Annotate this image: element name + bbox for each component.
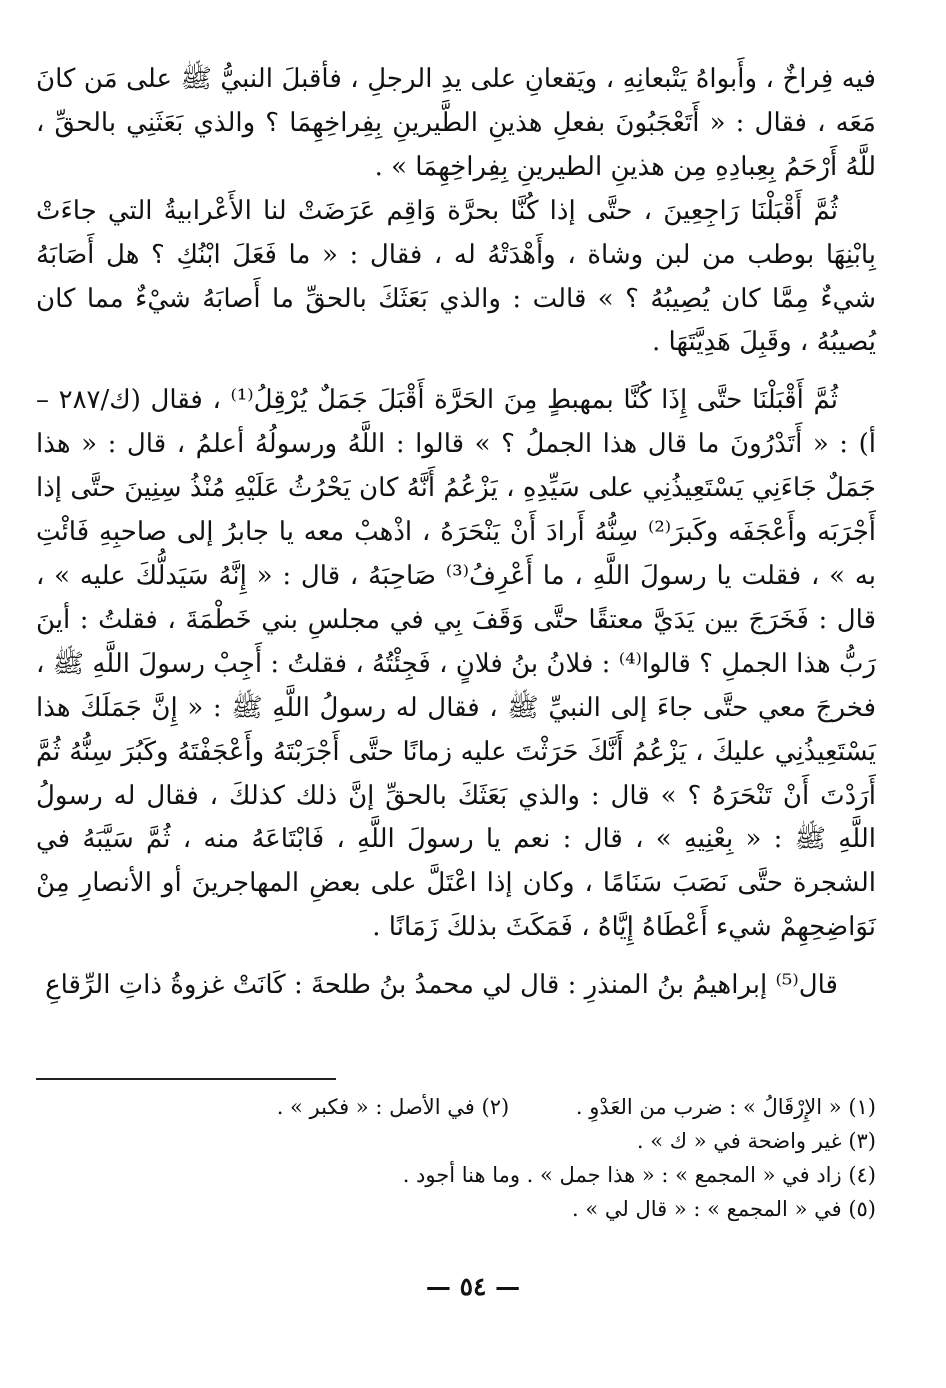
- footnote-separator: [36, 1078, 336, 1080]
- paragraph-2: ثُمَّ أَقْبَلْنَا رَاجِعِينَ ، حتَّى إذا كُنَّا بحرَّة وَاقِم عَرَضَتْ لنا الأَعْرابيةُ التي جاءَتْ بِابْنِهَا بوطب من لبن وشاة ، وأَهْدَتْهُ له ، فقال : « ما فَعَلَ ابْنُكِ ؟ هل أَصَابَهُ شيءٌ مِمَّا كان يُصِيبُهُ ؟ » قالت : والذي بَعَثَكَ بالحقِّ ما أَصابَهُ شيْءٌ مما كان يُصيبُهُ ، وقَبِلَ هَدِيَّتَهَا .: [36, 195, 876, 358]
- paragraph-1: فيه فِراخٌ ، وأَبواهُ يَتْبعانِهِ ، ويَقعانِ على يدِ الرجلِ ، فأقبلَ النبيُّ ﷺ على مَن كانَ مَعَه ، فقال : « أَتَعْجَبُونَ بفعلِ هذينِ الطَّيرينِ بِفِراخِهِمَا ؟ والذي بَعَثَنِي بالحقِّ ، للَّهُ أَرْحَمُ بِعِبادِهِ مِن هذينِ الطيرينِ بِفِراخِهِمَا » .: [36, 64, 876, 182]
- page-number: — ٥٤ —: [425, 1272, 521, 1301]
- paragraph-3: ثُمَّ أَقْبَلْنَا حتَّى إِذَا كُنَّا بمهبطٍ مِنَ الحَرَّة أَقْبَلَ جَمَلٌ يُرْقِلُ⁽¹⁾ ، فقال (ك/٢٨٧ – أ) : « أَتَدْرُونَ ما قال هذا الجملُ ؟ » قالوا : اللَّهُ ورسولُهُ أعلمُ ، قال : « هذا جَمَلٌ جَاءَنِي يَسْتَعِيذُنِي على سَيِّدِهِ ، يَزْعُمُ أَنَّهُ كان يَحْرُثُ عَلَيْهِ مُنْذُ سِنِينَ حتَّى إذا أَجْرَبَه وأَعْجَفَه وكَبرَ⁽²⁾ سِنُّهُ أَرادَ أَنْ يَنْحَرَهُ ، اذْهبْ معه يا جابرُ إلى صاحبِهِ فَائْتِ به » ، فقلت يا رسولَ اللَّهِ ، ما أَعْرِفُ⁽³⁾ صَاحِبَهُ ، قال : « إِنَّهُ سَيَدلُّكَ عليه » ، قال : فَخَرَجَ بين يَدَيَّ معتقًا حتَّى وَقَفَ بِي في مجلسِ بني خَطْمَةَ ، فقلتُ : أينَ رَبُّ هذا الجملِ ؟ قالوا⁽⁴⁾ : فلانُ بنُ فلانٍ ، فَجِئْتُهُ ، فقلتُ : أَجِبْ رسولَ اللَّهِ ﷺ ، فخرجَ معي حتَّى جاءَ إلى النبيِّ ﷺ ، فقال له رسولُ اللَّهِ ﷺ : « إِنَّ جَمَلَكَ هذا يَسْتَعِيذُنِي عليكَ ، يَزْعُمُ أَنَّكَ حَرَثْتَ عليه زمانًا حتَّى أَجْرَبْتَهُ وأَعْجَفْتَهُ وكَبُرَ سِنُّهُ ثُمَّ أَرَدْتَ أَنْ تَنْحَرَهُ ؟ » قال : والذي بَعَثَكَ بالحقِّ إنَّ ذلك كذلكَ ، فقال له رسولُ اللَّهِ ﷺ : « بِعْنِيهِ » ، قال : نعم يا رسولَ اللَّهِ ، فَابْتَاعَهُ منه ، ثُمَّ سَيَّبَهُ في الشجرة حتَّى نَصَبَ سَنَامًا ، وكان إذا اعْتَلَّ على بعضِ المهاجرينَ أو الأنصارِ مِنْ نَوَاضِحِهِمْ شيء أَعْطَاهُ إِيَّاهُ ، فَمَكَثَ بذلكَ زَمَانًا .: [36, 385, 877, 943]
- footnote-2: (٢) في الأصل : « فكبر » .: [276, 1095, 510, 1119]
- footnote-5: (٥) في « المجمع » : « قال لي » .: [572, 1197, 876, 1221]
- footnote-line-1: [36, 1090, 876, 1124]
- footnote-4: (٤) زاد في « المجمع » : « هذا جمل » . وما هنا أجود .: [402, 1163, 876, 1187]
- footnotes: [36, 1090, 876, 1226]
- main-text: [36, 58, 876, 1008]
- footnote-1: (١) « الإِرْقَالُ » : ضرب من العَدْوِ .: [575, 1095, 876, 1119]
- footnote-3: (٣) غير واضحة في « ك » .: [636, 1129, 876, 1153]
- paragraph-4: قال⁽⁵⁾ إبراهيمُ بنُ المنذرِ : قال لي محمدُ بنُ طلحةَ : كَانَتْ غزوةُ ذاتِ الرِّقاعِ: [45, 970, 838, 1001]
